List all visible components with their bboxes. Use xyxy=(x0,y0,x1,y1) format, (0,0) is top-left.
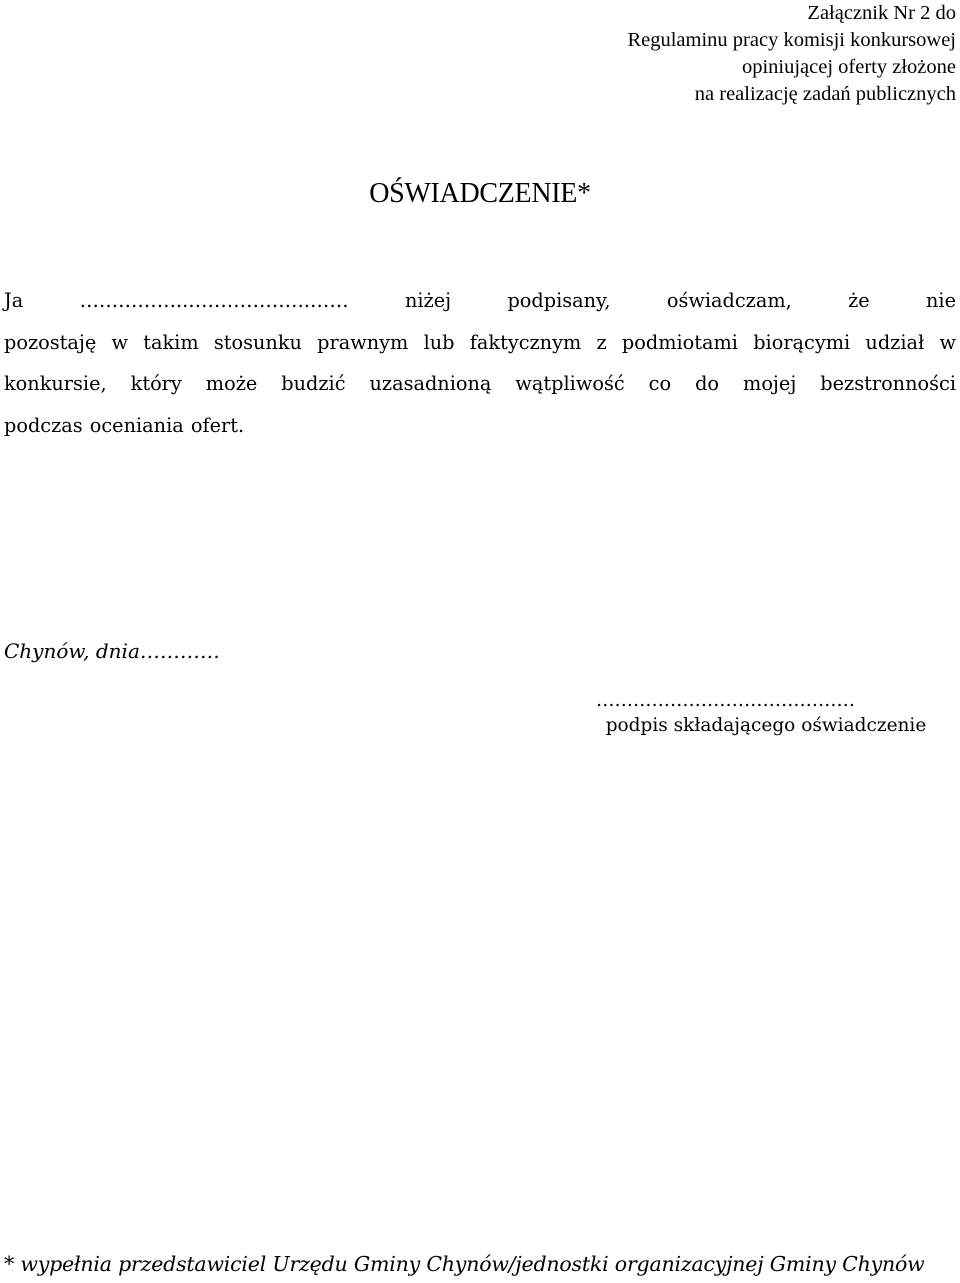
statement-paragraph xyxy=(4,280,956,446)
header-line-3: opiniującej oferty złożone xyxy=(741,56,956,78)
footnote: * wypełnia przedstawiciel Urzędu Gminy Chynów/jednostki organizacyjnej Gminy Chynów xyxy=(4,1252,925,1276)
statement-line-2: pozostaję w takim stosunku prawnym lub faktycznym z podmiotami biorącymi udział w xyxy=(4,330,956,354)
signature-label: podpis składającego oświadczenie xyxy=(605,715,927,736)
statement-line-1: Ja ……………..……………….…… niżej podpisany, oświadczam, że nie xyxy=(4,289,956,312)
statement-line-4: podczas oceniania ofert. xyxy=(4,413,245,437)
place-and-date: Chynów, dnia………… xyxy=(4,639,220,663)
header-line-1: Załącznik Nr 2 do xyxy=(807,2,956,24)
signature-block xyxy=(596,688,936,738)
document-title: OŚWIADCZENIE* xyxy=(369,178,591,209)
header-line-2: Regulaminu pracy komisji konkursowej xyxy=(627,29,956,51)
attachment-header xyxy=(627,0,956,108)
header-line-4: na realizację zadań publicznych xyxy=(694,83,956,105)
signature-line: …………………………………… xyxy=(596,690,855,711)
statement-line-3: konkursie, który może budzić uzasadnioną wątpliwość co do mojej bezstronności xyxy=(4,372,956,395)
